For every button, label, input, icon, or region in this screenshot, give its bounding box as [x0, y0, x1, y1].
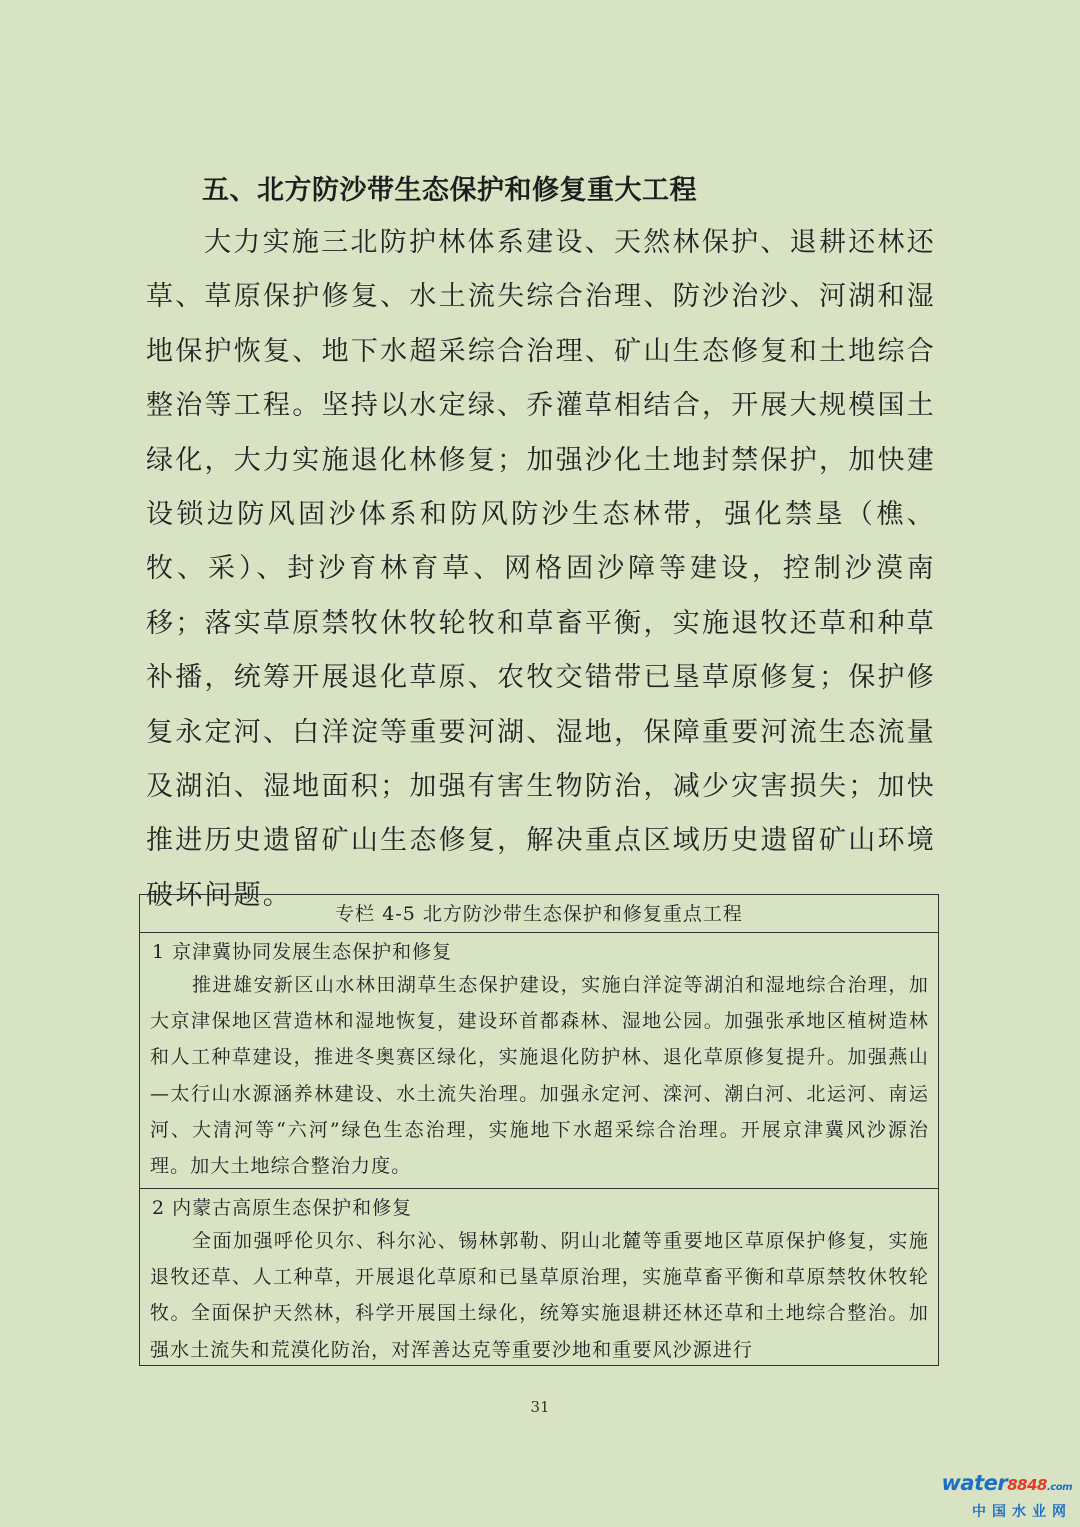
watermark-logo: [942, 1472, 1073, 1521]
feature-item-title: 1 京津冀协同发展生态保护和修复: [152, 941, 453, 963]
section-heading: 五、北方防沙带生态保护和修复重大工程: [202, 175, 697, 206]
watermark-brand: [942, 1472, 1073, 1499]
watermark-chinese-name: 中国水业网: [972, 1504, 1072, 1520]
page-number: 31: [530, 1398, 550, 1416]
feature-item: [140, 933, 938, 1189]
watermark-brand-word: water: [941, 1471, 1008, 1495]
feature-item-title: 2 内蒙古高原生态保护和修复: [152, 1197, 413, 1219]
watermark-brand-suffix: .com: [1046, 1482, 1072, 1493]
feature-column-box: [139, 894, 939, 1366]
feature-item-body: 推进雄安新区山水林田湖草生态保护建设，实施白洋淀等湖泊和湿地综合治理，加大京津保地区营造林和湿地恢复，建设环首都森林、湿地公园。加强张承地区植树造林和人工种草建设，推进冬奥赛区绿化，实施退化防护林、退化草原修复提升。加强燕山—太行山水源涵养林建设、水土流失治理。加强永定河、滦河、潮白河、北运河、南运河、大清河等“六河”绿色生态治理，实施地下水超采综合治理。开展京津冀风沙源治理。加大土地综合整治力度。: [150, 974, 929, 1178]
watermark-brand-number: 8848: [1007, 1476, 1047, 1494]
feature-column-title: 专栏 4-5 北方防沙带生态保护和修复重点工程: [140, 895, 938, 933]
feature-item-body: 全面加强呼伦贝尔、科尔沁、锡林郭勒、阴山北麓等重要地区草原保护修复，实施退牧还草、人工种草，开展退化草原和已垦草原治理，实施草畜平衡和草原禁牧休牧轮牧。全面保护天然林，科学开展国土绿化，统筹实施退耕还林还草和土地综合整治。加强水土流失和荒漠化防治，对浑善达克等重要沙地和重要风沙源进行: [150, 1230, 929, 1361]
body-paragraph: 大力实施三北防护林体系建设、天然林保护、退耕还林还草、草原保护修复、水土流失综合治理、防沙治沙、河湖和湿地保护恢复、地下水超采综合治理、矿山生态修复和土地综合整治等工程。坚持以水定绿、乔灌草相结合，开展大规模国土绿化，大力实施退化林修复；加强沙化土地封禁保护，加快建设锁边防风固沙体系和防风防沙生态林带，强化禁垦（樵、牧、采）、封沙育林育草、网格固沙障等建设，控制沙漠南移；落实草原禁牧休牧轮牧和草畜平衡，实施退牧还草和种草补播，统筹开展退化草原、农牧交错带已垦草原修复；保护修复永定河、白洋淀等重要河湖、湿地，保障重要河流生态流量及湖泊、湿地面积；加强有害生物防治，减少灾害损失；加快推进历史遗留矿山生态修复，解决重点区域历史遗留矿山环境破坏问题。: [146, 227, 936, 911]
feature-item: [140, 1189, 938, 1366]
